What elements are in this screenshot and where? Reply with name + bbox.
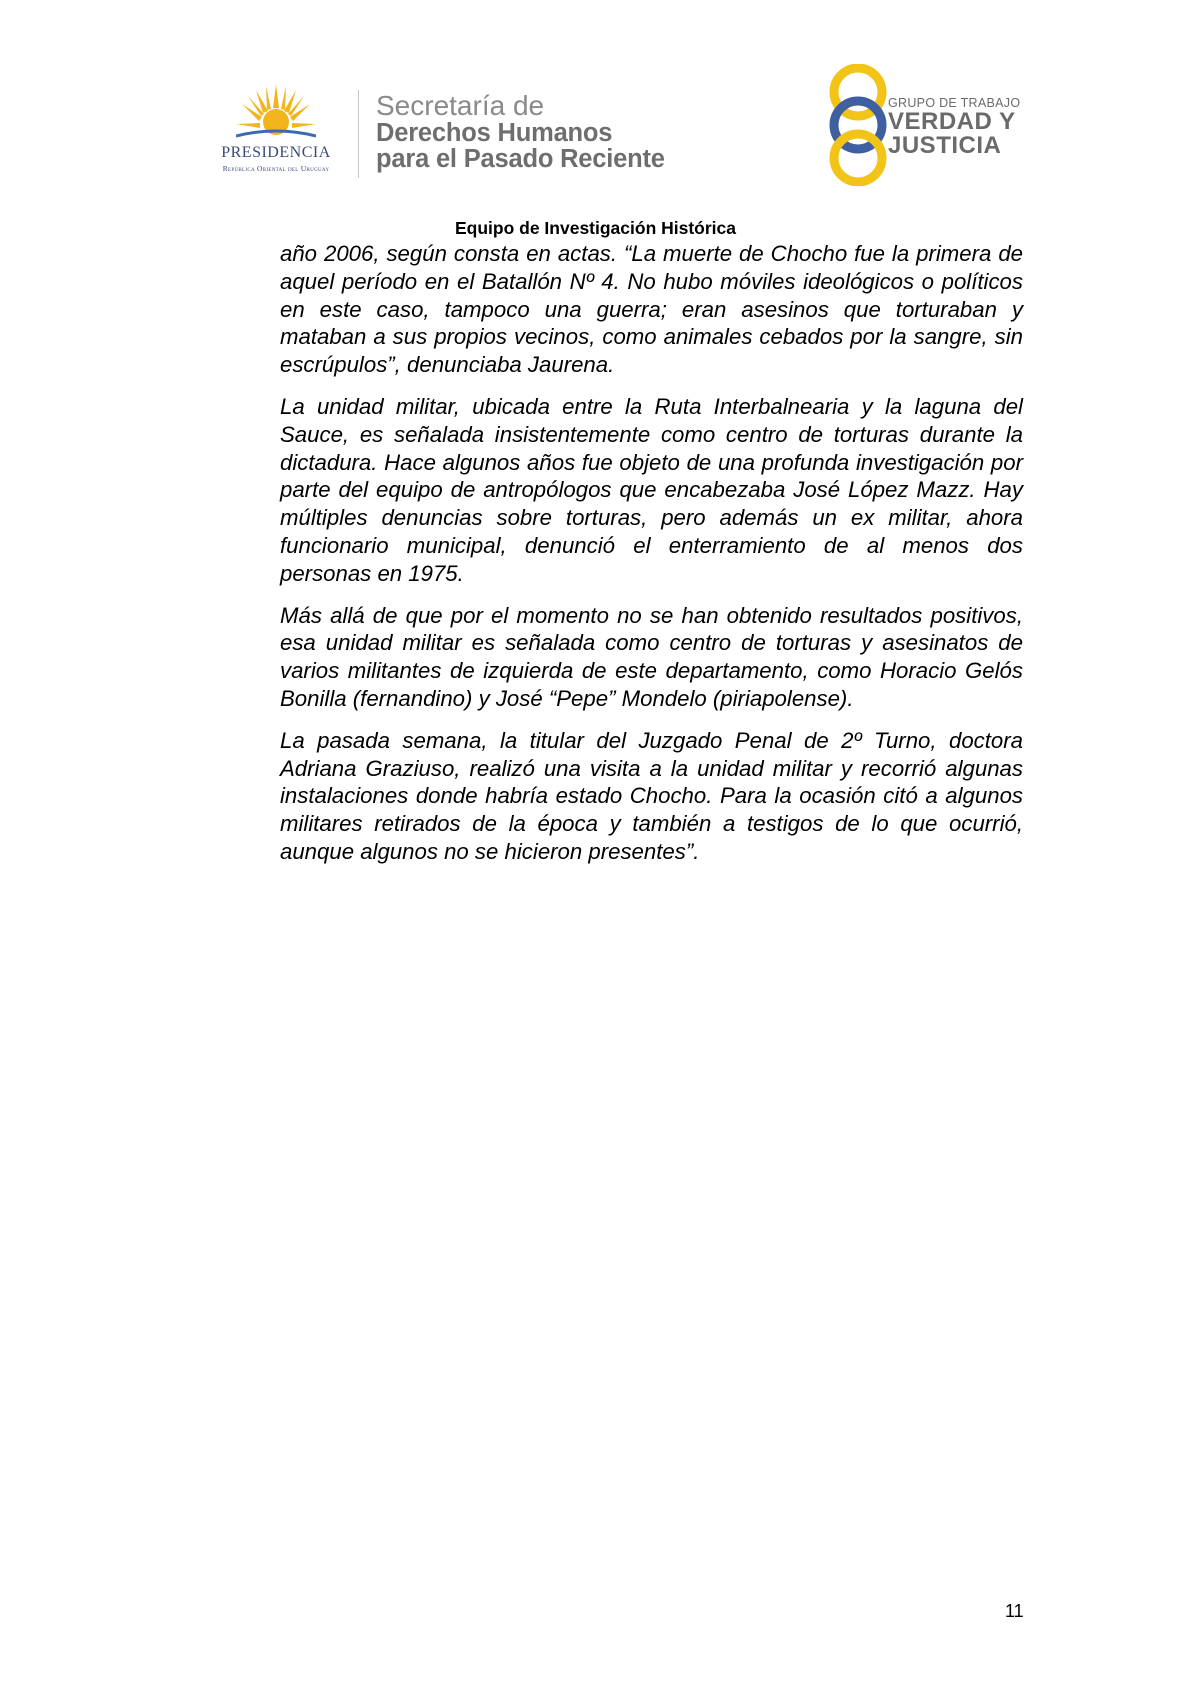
gtvj-small-label: GRUPO DE TRABAJO <box>888 96 1021 110</box>
paragraph-2: La unidad militar, ubicada entre la Ruta Interbalnearia y la laguna del Sauce, es señalada insistentemente como centro de torturas durante la dictadura. Hace algunos años fue objeto de una profunda investigación por parte del equipo de antropólogos que encabezaba José López Mazz. Hay múltiples denuncias sobre torturas, pero además un ex militar, ahora funcionario municipal, denunció el enterramiento de al menos dos personas en 1975. <box>280 393 1023 586</box>
secretaria-line-3: para el Pasado Reciente <box>376 145 665 173</box>
presidencia-subtitle: República Oriental del Uruguay <box>222 164 330 173</box>
page-number: 11 <box>1005 1601 1024 1621</box>
header-divider <box>358 90 359 178</box>
team-title: Equipo de Investigación Histórica <box>454 218 737 238</box>
presidencia-logo <box>196 82 356 182</box>
document-body <box>280 240 1023 880</box>
gtvj-line-2: JUSTICIA <box>888 132 1002 159</box>
secretaria-line-1: Secretaría de <box>376 90 545 121</box>
secretaria-line-2: Derechos Humanos <box>376 119 613 147</box>
secretaria-logo-text <box>376 92 665 172</box>
presidencia-word: PRESIDENCIA <box>221 144 331 161</box>
verdad-justicia-text <box>888 96 1020 158</box>
sun-emblem-icon <box>236 82 316 144</box>
paragraph-3: Más allá de que por el momento no se han obtenido resultados positivos, esa unidad militar es señalada como centro de torturas y asesinatos de varios militantes de izquierda de este departamento, como Horacio Gelós Bonilla (fernandino) y José “Pepe” Mondelo (piriapolense). <box>280 602 1023 711</box>
gtvj-line-1: VERDAD Y <box>888 108 1016 135</box>
paragraph-1: año 2006, según consta en actas. “La muerte de Chocho fue la primera de aquel período en el Batallón Nº 4. No hubo móviles ideológicos o políticos en este caso, tampoco una guerra; eran asesinos que torturaban y mataban a sus propios vecinos, como animales cebados por la sangre, sin escrúpulos”, denunciaba Jaurena. <box>280 241 1023 378</box>
paragraph-4: La pasada semana, la titular del Juzgado Penal de 2º Turno, doctora Adriana Graziuso, realizó una visita a la unidad militar y recorrió algunas instalaciones donde habría estado Chocho. Para la ocasión citó a algunos militares retirados de la época y también a testigos de lo que ocurrió, aunque algunos no se hicieron presentes”. <box>280 727 1023 864</box>
